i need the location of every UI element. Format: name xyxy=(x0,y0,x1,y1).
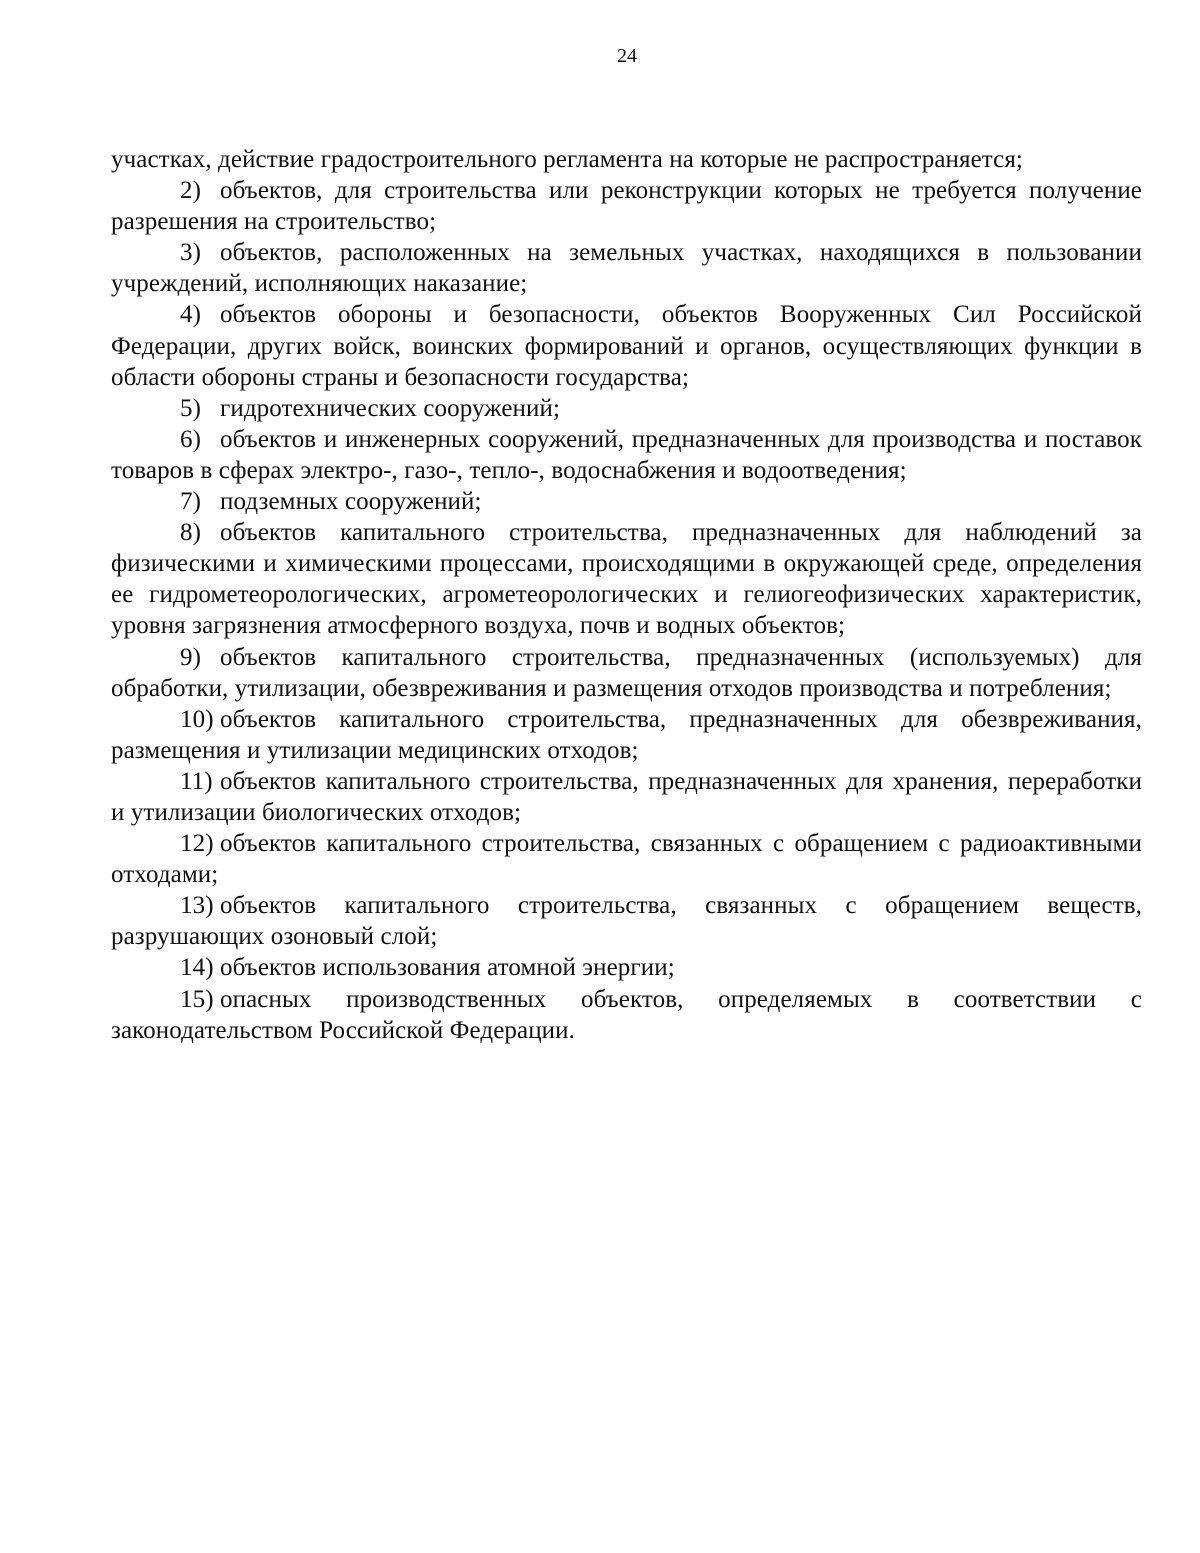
item-text: объектов капитального строительства, предназначенных для обезвреживания, размещения и утилизации медицинских отходов; xyxy=(111,705,1142,764)
item-text: гидротехнических сооружений; xyxy=(220,394,560,422)
list-item xyxy=(111,424,1142,486)
item-number: 10) xyxy=(180,705,214,733)
item-number: 14) xyxy=(180,954,214,982)
item-number: 9) xyxy=(180,643,202,671)
item-text: объектов капитального строительства, предназначенных для хранения, переработки и утилизации биологических отходов; xyxy=(111,767,1142,826)
list-item xyxy=(111,704,1142,766)
list-item xyxy=(111,890,1142,952)
item-number: 6) xyxy=(180,425,202,453)
item-number: 15) xyxy=(180,985,214,1013)
item-number: 12) xyxy=(180,830,214,858)
item-text: объектов использования атомной энергии; xyxy=(220,954,675,982)
item-number: 11) xyxy=(180,767,213,795)
list-item xyxy=(111,175,1142,237)
page-number: 24 xyxy=(617,45,637,67)
list-item xyxy=(111,642,1142,704)
item-text: объектов капитального строительства, связанных с обращением веществ, разрушающих озоновый слой; xyxy=(111,892,1142,951)
list-item xyxy=(111,517,1142,641)
item-text: объектов капитального строительства, предназначенных (используемых) для обработки, утилизации, обезвреживания и размещения отходов производства и потребления; xyxy=(111,643,1142,702)
item-number: 4) xyxy=(180,301,202,329)
item-number: 5) xyxy=(180,394,202,422)
continuation-paragraph: участках, действие градостроительного регламента на которые не распространяется; xyxy=(111,146,1023,173)
item-text: объектов капитального строительства, связанных с обращением с радиоактивными отходами; xyxy=(111,830,1142,889)
item-number: 7) xyxy=(180,488,202,516)
item-number: 13) xyxy=(180,892,214,920)
item-text: объектов, для строительства или реконструкции которых не требуется получение разрешения на строительство; xyxy=(111,177,1142,236)
list-item xyxy=(111,984,1142,1046)
item-text: объектов капитального строительства, предназначенных для наблюдений за физическими и химическими процессами, происходящими в окружающей среде, определения ее гидрометеорологических, агрометеорологических и гелиогеофизических характеристик, уровня загрязнения атмосферного воздуха, почв и водных объектов; xyxy=(111,519,1142,640)
item-text: подземных сооружений; xyxy=(220,488,482,516)
item-number: 3) xyxy=(180,239,202,267)
list-item xyxy=(111,486,1142,517)
list-item xyxy=(111,299,1142,392)
item-number: 8) xyxy=(180,519,202,547)
list-item xyxy=(111,237,1142,299)
list-item xyxy=(111,828,1142,890)
item-text: опасных производственных объектов, определяемых в соответствии с законодательством Российской Федерации. xyxy=(111,985,1142,1044)
item-number: 2) xyxy=(180,177,202,205)
item-text: объектов и инженерных сооружений, предназначенных для производства и поставок товаров в сферах электро-, газо-, тепло-, водоснабжения и водоотведения; xyxy=(111,425,1142,484)
document-body xyxy=(111,144,1142,1046)
list-item xyxy=(111,952,1142,983)
item-text: объектов обороны и безопасности, объектов Вооруженных Сил Российской Федерации, других войск, воинских формирований и органов, осуществляющих функции в области обороны страны и безопасности государства; xyxy=(111,301,1142,391)
item-text: объектов, расположенных на земельных участках, находящихся в пользовании учреждений, исполняющих наказание; xyxy=(111,239,1142,298)
list-item xyxy=(111,766,1142,828)
list-item xyxy=(111,393,1142,424)
